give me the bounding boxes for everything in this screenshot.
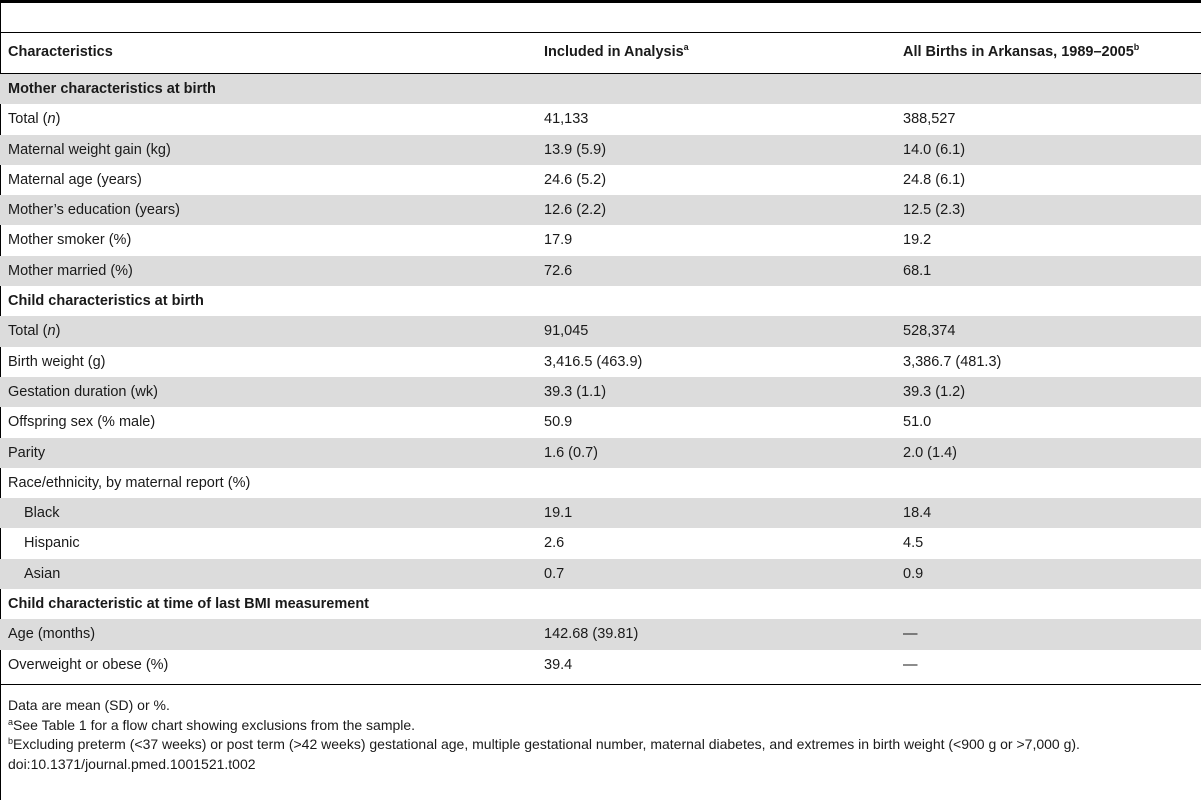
- cell-all-births: 388,527: [903, 111, 956, 128]
- table-footnotes: [8, 696, 1198, 774]
- row-label: Hispanic: [24, 535, 80, 552]
- table-row: [0, 225, 1201, 255]
- row-label: Birth weight (g): [8, 353, 106, 370]
- cell-included: 72.6: [544, 262, 573, 279]
- table-row: [0, 650, 1201, 680]
- table-bottom-rule: [0, 684, 1201, 685]
- header-included-label: Included in Analysis: [544, 44, 684, 60]
- cell-all-births: 528,374: [903, 323, 956, 340]
- table-row: [0, 468, 1201, 498]
- row-label: Offspring sex (% male): [8, 414, 156, 431]
- row-label: Maternal weight gain (kg): [8, 141, 171, 158]
- table-row: [0, 135, 1201, 165]
- footnote-a: [8, 716, 1198, 736]
- row-label: Mother smoker (%): [8, 232, 132, 249]
- section-header-row: [0, 589, 1201, 619]
- row-label: Overweight or obese (%): [8, 656, 169, 673]
- cell-all-births: 2.0 (1.4): [903, 444, 957, 461]
- row-label: Maternal age (years): [8, 171, 142, 188]
- table-row: [0, 377, 1201, 407]
- cell-included: 39.4: [544, 656, 573, 673]
- footnote-b-mark: b: [8, 736, 14, 746]
- table-header-row: [0, 33, 1201, 73]
- table-row: [0, 347, 1201, 377]
- cell-included: 19.1: [544, 505, 573, 522]
- header-all-births: [903, 44, 1139, 60]
- cell-all-births: 0.9: [903, 565, 924, 582]
- cell-included: 13.9 (5.9): [544, 141, 607, 158]
- table-row: [0, 195, 1201, 225]
- cell-all-births: 24.8 (6.1): [903, 171, 966, 188]
- footnote-mark-a: a: [683, 42, 689, 52]
- cell-all-births: 51.0: [903, 414, 932, 431]
- row-label: Asian: [24, 565, 61, 582]
- table-row: [0, 165, 1201, 195]
- row-label: Mother’s education (years): [8, 202, 180, 219]
- cell-included: 50.9: [544, 414, 573, 431]
- cell-included: 17.9: [544, 232, 573, 249]
- cell-all-births: 19.2: [903, 232, 932, 249]
- row-label: [8, 323, 60, 339]
- row-label: Mother married (%): [8, 262, 133, 279]
- cell-all-births: —: [903, 626, 918, 643]
- table-row: [0, 104, 1201, 134]
- cell-all-births: 18.4: [903, 505, 932, 522]
- cell-included: 2.6: [544, 535, 565, 552]
- table-body: [0, 74, 1201, 680]
- table-row: [0, 256, 1201, 286]
- cell-included: 0.7: [544, 565, 565, 582]
- header-included-in-analysis: [544, 44, 689, 60]
- cell-all-births: 68.1: [903, 262, 932, 279]
- row-label: Gestation duration (wk): [8, 383, 158, 400]
- cell-included: 24.6 (5.2): [544, 171, 607, 188]
- row-label: Child characteristic at time of last BMI measurement: [8, 596, 369, 613]
- section-header-row: [0, 74, 1201, 104]
- row-label: Black: [24, 505, 60, 522]
- cell-included: 91,045: [544, 323, 589, 340]
- table-row: [0, 619, 1201, 649]
- header-characteristics: Characteristics: [8, 44, 113, 60]
- row-label: Parity: [8, 444, 46, 461]
- cell-all-births: 12.5 (2.3): [903, 202, 966, 219]
- row-label-text: Total (: [8, 323, 48, 340]
- data-note: Data are mean (SD) or %.: [8, 697, 170, 713]
- cell-included: 12.6 (2.2): [544, 202, 607, 219]
- footnote-b: [8, 735, 1198, 755]
- table-row: [0, 407, 1201, 437]
- cell-all-births: 39.3 (1.2): [903, 383, 966, 400]
- cell-included: 3,416.5 (463.9): [544, 353, 643, 370]
- section-header-row: [0, 286, 1201, 316]
- table-row: [0, 498, 1201, 528]
- cell-included: 39.3 (1.1): [544, 383, 607, 400]
- cell-all-births: 3,386.7 (481.3): [903, 353, 1002, 370]
- table-row: [0, 316, 1201, 346]
- footnote-b-text: Excluding preterm (<37 weeks) or post term (>42 weeks) gestational age, multiple gestational number, maternal diabetes, and extremes in birth weight (<900 g or >7,000 g).: [13, 736, 1080, 752]
- row-label: Age (months): [8, 626, 96, 643]
- cell-all-births: 14.0 (6.1): [903, 141, 966, 158]
- header-all-births-label: All Births in Arkansas, 1989–2005: [903, 44, 1134, 60]
- row-label-end: ): [55, 111, 61, 128]
- cell-all-births: —: [903, 656, 918, 673]
- row-label-italic: n: [47, 323, 56, 340]
- row-label: Race/ethnicity, by maternal report (%): [8, 474, 251, 491]
- footnote-mark-b: b: [1133, 42, 1140, 52]
- row-label: Mother characteristics at birth: [8, 81, 216, 97]
- cell-included: 41,133: [544, 111, 589, 128]
- cell-included: 1.6 (0.7): [544, 444, 598, 461]
- footnote-a-mark: a: [8, 716, 14, 727]
- cell-all-births: 4.5: [903, 535, 924, 552]
- top-rule: [0, 0, 1201, 3]
- table-row: [0, 528, 1201, 558]
- cell-included: 142.68 (39.81): [544, 626, 639, 643]
- row-label-text: Total (: [8, 111, 48, 128]
- footnote-a-text: See Table 1 for a flow chart showing exclusions from the sample.: [13, 716, 416, 733]
- row-label: Child characteristics at birth: [8, 293, 204, 310]
- doi-link[interactable]: doi:10.1371/journal.pmed.1001521.t002: [8, 755, 256, 772]
- table-row: [0, 559, 1201, 589]
- row-label-italic: n: [47, 111, 56, 128]
- row-label-end: ): [55, 323, 61, 340]
- row-label: [8, 111, 60, 127]
- table-row: [0, 438, 1201, 468]
